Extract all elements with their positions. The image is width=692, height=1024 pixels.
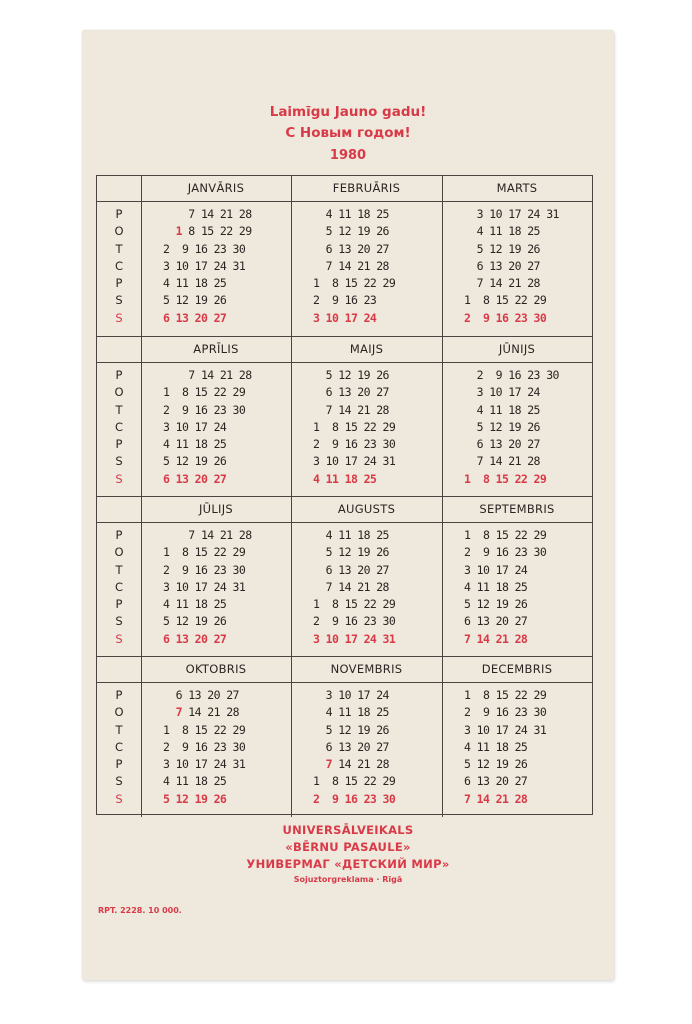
weekday-letter: P xyxy=(115,437,123,452)
week-row: 1 8 15 22 29 xyxy=(464,528,547,542)
week-row: 7 14 21 28 xyxy=(325,757,389,772)
weekday-letters xyxy=(97,206,141,327)
week-row: 4 11 18 25 xyxy=(464,224,540,239)
quarter-block xyxy=(97,656,592,817)
store-footer xyxy=(82,822,614,887)
weekday-letter: C xyxy=(114,739,124,754)
greeting-header xyxy=(82,102,614,166)
week-row: 6 13 20 27 xyxy=(163,688,239,702)
week-row: 3 10 17 24 xyxy=(163,419,227,434)
store-name-quoted: «BĒRNU PASAULE» xyxy=(285,840,411,854)
week-row: 2 9 16 23 30 xyxy=(464,310,547,325)
holiday-date: 7 xyxy=(175,705,182,720)
month-days xyxy=(464,527,546,648)
weekday-letter: T xyxy=(115,241,123,256)
week-row: 1 8 15 22 29 xyxy=(163,722,246,737)
week-row: 4 11 18 25 xyxy=(313,705,389,720)
week-row: 2 9 16 23 xyxy=(313,293,377,308)
month-days xyxy=(163,527,252,648)
month-name: DECEMBRIS xyxy=(481,662,553,676)
week-row: 6 13 20 27 xyxy=(464,774,528,789)
week-row: 2 9 16 23 30 xyxy=(464,705,547,720)
week-row: 5 12 19 26 xyxy=(163,791,227,806)
week-row: 1 8 15 22 29 xyxy=(163,545,246,560)
month-name: MAIJS xyxy=(349,342,384,356)
week-row: 3 10 17 24 xyxy=(313,688,389,702)
week-row: 3 10 17 24 31 xyxy=(464,722,547,737)
weekday-letter: P xyxy=(115,528,123,542)
weekday-letter: O xyxy=(114,705,124,720)
week-row: 1 8 15 22 29 xyxy=(175,224,252,239)
week-row: 2 9 16 23 30 xyxy=(464,368,559,382)
week-row: 4 11 18 25 xyxy=(313,528,389,542)
week-row: 4 11 18 25 xyxy=(464,402,540,417)
week-row: 6 13 20 27 xyxy=(313,241,389,256)
weekday-letter: S xyxy=(115,631,123,646)
month-name: SEPTEMBRIS xyxy=(479,502,555,516)
week-row: 7 14 21 28 xyxy=(464,454,540,469)
weekday-letter: S xyxy=(115,454,123,469)
week-row: 2 9 16 23 30 xyxy=(163,739,246,754)
week-row: 6 13 20 27 xyxy=(313,739,389,754)
week-row: 5 12 19 26 xyxy=(313,545,389,560)
header-divider xyxy=(97,522,592,523)
weekday-letter: S xyxy=(115,293,123,308)
calendar-year: 1980 xyxy=(329,148,367,163)
weekday-letter: S xyxy=(115,791,123,806)
month-name: NOVEMBRIS xyxy=(330,662,403,676)
month-days xyxy=(464,367,559,488)
month-days xyxy=(163,206,252,327)
week-row: 6 13 20 27 xyxy=(163,310,227,325)
weekday-letter: T xyxy=(115,722,123,737)
publisher-line: Sojuztorgreklama · Rīgā xyxy=(293,875,403,884)
week-row: 2 9 16 23 30 xyxy=(464,545,547,560)
header-divider xyxy=(97,682,592,683)
month-name: FEBRUĀRIS xyxy=(332,181,401,195)
month-name: JŪNIJS xyxy=(498,342,536,356)
week-row: 6 13 20 27 xyxy=(163,471,227,486)
week-row: 3 10 17 24 31 xyxy=(163,258,246,273)
week-row: 5 12 19 26 xyxy=(163,454,227,469)
week-row: 3 10 17 24 31 xyxy=(464,207,559,221)
weekday-letter: C xyxy=(114,258,124,273)
print-code: RPT. 2228. 10 000. xyxy=(98,906,182,915)
week-row: 2 9 16 23 30 xyxy=(163,402,246,417)
weekday-letter: T xyxy=(115,562,123,577)
week-row: 5 12 19 26 xyxy=(163,614,227,629)
week-row: 5 12 19 26 xyxy=(313,722,389,737)
weekday-letter: P xyxy=(115,688,123,702)
quarter-block xyxy=(97,336,592,497)
week-row: 5 12 19 26 xyxy=(163,293,227,308)
weekday-letter: S xyxy=(115,614,123,629)
week-row: 5 12 19 26 xyxy=(464,419,540,434)
week-row: 2 9 16 23 30 xyxy=(313,614,396,629)
week-row: 7 14 21 28 xyxy=(313,402,389,417)
weekday-letter: P xyxy=(115,207,123,221)
week-row: 1 8 15 22 29 xyxy=(464,688,547,702)
month-name: JŪLIJS xyxy=(198,502,234,516)
week-row: 4 11 18 25 xyxy=(163,276,227,291)
week-row: 4 11 18 25 xyxy=(464,579,528,594)
week-row: 2 9 16 23 30 xyxy=(313,791,396,806)
week-row: 6 13 20 27 xyxy=(313,562,389,577)
week-row: 1 8 15 22 29 xyxy=(464,293,547,308)
week-row: 4 11 18 25 xyxy=(163,597,227,612)
holiday-date: 7 xyxy=(325,757,332,772)
weekday-letter: S xyxy=(115,774,123,789)
week-row: 5 12 19 26 xyxy=(464,597,528,612)
week-row: 4 11 18 25 xyxy=(163,774,227,789)
week-row: 7 14 21 28 xyxy=(464,276,540,291)
week-row: 4 11 18 25 xyxy=(464,739,528,754)
week-row: 1 8 15 22 29 xyxy=(313,774,396,789)
calendar-grid xyxy=(96,175,593,815)
week-row: 5 12 19 26 xyxy=(464,757,528,772)
weekday-letter: P xyxy=(115,757,123,772)
week-row: 3 10 17 24 31 xyxy=(163,757,246,772)
week-row: 3 10 17 24 xyxy=(464,385,540,400)
weekday-letters xyxy=(97,367,141,488)
quarter-block xyxy=(97,496,592,657)
weekday-letter: P xyxy=(115,276,123,291)
weekday-letter: O xyxy=(114,385,124,400)
month-days xyxy=(464,687,546,808)
week-row: 2 9 16 23 30 xyxy=(313,437,396,452)
week-row: 6 13 20 27 xyxy=(464,437,540,452)
week-row: 6 13 20 27 xyxy=(464,614,528,629)
month-days xyxy=(313,687,395,808)
month-name: AUGUSTS xyxy=(337,502,396,516)
greeting-latvian: Laimīgu Jauno gadu! xyxy=(269,104,427,120)
quarter-block xyxy=(97,176,592,336)
holiday-date: 1 xyxy=(175,224,182,239)
month-days xyxy=(313,206,395,327)
week-row: 5 12 19 26 xyxy=(464,241,540,256)
week-row: 7 14 21 28 xyxy=(464,631,528,646)
week-row: 7 14 21 28 xyxy=(313,258,389,273)
weekday-letter: C xyxy=(114,579,124,594)
weekday-letter: P xyxy=(115,368,123,382)
header-divider xyxy=(97,201,592,202)
month-days xyxy=(163,367,252,488)
week-row: 1 8 15 22 29 xyxy=(313,597,396,612)
weekday-letter: S xyxy=(115,471,123,486)
week-row: 7 14 21 28 xyxy=(163,207,252,221)
week-row: 3 10 17 24 31 xyxy=(313,631,396,646)
store-name-russian: УНИВЕРМАГ «ДЕТСКИЙ МИР» xyxy=(246,857,450,871)
week-row: 7 14 21 28 xyxy=(175,705,239,720)
month-days xyxy=(464,206,559,327)
week-row: 4 11 18 25 xyxy=(163,437,227,452)
week-row: 2 9 16 23 30 xyxy=(163,562,246,577)
store-name-latvian: UNIVERSĀLVEIKALS xyxy=(282,823,414,837)
week-row: 3 10 17 24 31 xyxy=(163,579,246,594)
week-row: 2 9 16 23 30 xyxy=(163,241,246,256)
month-days xyxy=(163,687,245,808)
weekday-letters xyxy=(97,687,141,808)
week-row: 1 8 15 22 29 xyxy=(313,276,396,291)
month-name: MARTS xyxy=(496,181,538,195)
greeting-russian: С Новым годом! xyxy=(285,125,411,141)
month-name: OKTOBRIS xyxy=(185,662,247,676)
weekday-letter: C xyxy=(114,419,124,434)
month-days xyxy=(313,367,395,488)
week-row: 7 14 21 28 xyxy=(464,791,528,806)
week-row: 1 8 15 22 29 xyxy=(464,471,547,486)
header-divider xyxy=(97,362,592,363)
weekday-letter: O xyxy=(114,545,124,560)
week-row: 5 12 19 26 xyxy=(313,224,389,239)
week-row: 4 11 18 25 xyxy=(313,471,377,486)
month-name: APRĪLIS xyxy=(193,342,239,356)
month-name: JANVĀRIS xyxy=(187,181,245,195)
weekday-letter: T xyxy=(115,402,123,417)
week-row: 3 10 17 24 31 xyxy=(313,454,396,469)
week-row: 6 13 20 27 xyxy=(313,385,389,400)
weekday-letter: S xyxy=(115,310,123,325)
weekday-letters xyxy=(97,527,141,648)
week-row: 3 10 17 24 xyxy=(313,310,377,325)
month-days xyxy=(313,527,395,648)
weekday-letter: P xyxy=(115,597,123,612)
week-row: 6 13 20 27 xyxy=(464,258,540,273)
week-row: 4 11 18 25 xyxy=(313,207,389,221)
week-row: 7 14 21 28 xyxy=(163,528,252,542)
weekday-letter: O xyxy=(114,224,124,239)
week-row: 1 8 15 22 29 xyxy=(313,419,396,434)
calendar-card xyxy=(82,30,614,980)
week-row: 7 14 21 28 xyxy=(313,579,389,594)
week-row: 3 10 17 24 xyxy=(464,562,528,577)
week-row: 6 13 20 27 xyxy=(163,631,227,646)
week-row: 1 8 15 22 29 xyxy=(163,385,246,400)
week-row: 5 12 19 26 xyxy=(313,368,389,382)
week-row: 7 14 21 28 xyxy=(163,368,252,382)
